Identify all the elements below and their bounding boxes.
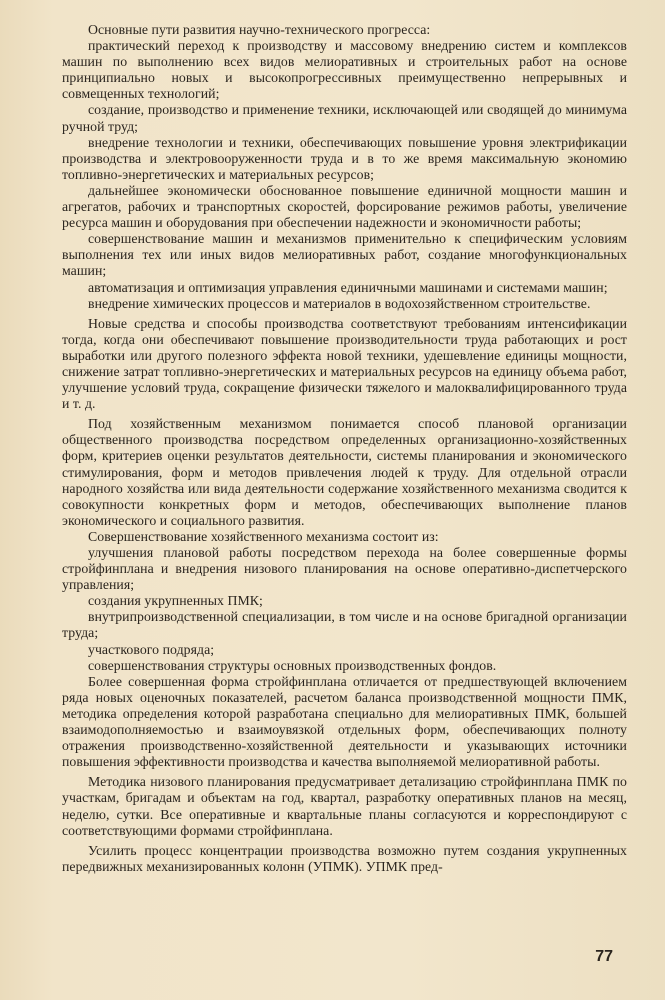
page-number: 77 — [595, 948, 613, 965]
paragraph: Новые средства и способы производства соответствуют требованиям интенсификации тогда, когда они обеспечивают повышение производительности труда работающих и рост выработки или другого полезного эффекта новой техники, удешевление единицы мощности, снижение затрат топливно-энергетических и материальных ресурсов на единицу объема работ, улучшение условий труда, сокращение физически тяжелого и малоквалифицированного труда и т. д. — [62, 315, 627, 412]
list-item: совершенствования структуры основных производственных фондов. — [88, 657, 497, 673]
list-item: создания укрупненных ПМК; — [88, 593, 263, 609]
list-item: участкового подряда; — [88, 641, 215, 657]
list-item: автоматизация и оптимизация управления единичными машинами и системами машин; — [88, 279, 608, 295]
list-item: внедрение химических процессов и материалов в водохозяйственном строительстве. — [88, 295, 591, 311]
page-text — [62, 22, 627, 875]
paragraph: Совершенствование хозяйственного механизма состоит из: — [88, 528, 439, 544]
paragraph: Усилить процесс концентрации производства возможно путем создания укрупненных передвижных механизированных колонн (УПМК). УПМК пред- — [62, 842, 627, 874]
list-item: совершенствование машин и механизмов применительно к специфическим условиям выполнения тех или иных видов мелиоративных работ, создание многофункциональных машин; — [62, 231, 627, 279]
paragraph: Под хозяйственным механизмом понимается способ плановой организации общественного производства посредством определенных организационно-хозяйственных форм, критериев оценки результатов деятельности, системы планирования и экономического стимулирования, форм и методов привлечения людей к труду. Для отдельной отрасли народного хозяйства или вида деятельности содержание хозяйственного механизма сводится к совокупности конкретных форм и методов, обеспечивающих выполнение планов экономического и социального развития. — [62, 416, 627, 528]
list-item: внутрипроизводственной специализации, в том числе и на основе бригадной организации труда; — [62, 609, 627, 641]
list-item: практический переход к производству и массовому внедрению систем и комплексов машин по выполнению всех видов мелиоративных и строительных работ на основе принципиально новых и высокопрогрессивных преимущественно непрерывных и совмещенных технологий; — [62, 38, 627, 102]
list-item: улучшения плановой работы посредством перехода на более совершенные формы стройфинплана и внедрения низового планирования на основе оперативно-диспетчерского управления; — [62, 545, 627, 593]
list-item: внедрение технологии и техники, обеспечивающих повышение уровня электрификации производства и электровооруженности труда и в то же время максимальную экономию топливно-энергетических и материальных ресурсов; — [62, 134, 627, 182]
list-item: дальнейшее экономически обоснованное повышение единичной мощности машин и агрегатов, рабочих и транспортных скоростей, форсирование режимов работы, увеличение ресурса машин и оборудования при обеспечении надежности и экономичности работы; — [62, 182, 627, 231]
paragraph: Более совершенная форма стройфинплана отличается от предшествующей включением ряда новых оценочных показателей, расчетом баланса производственной мощности ПМК, методика определения которой разработана специально для мелиоративных ПМК, большей взаимодополняемостью и взаимоувязкой отдельных форм, обеспечивающих полноту отражения производственно-хозяйственной деятельности и указывающих источники повышения эффективности производства и качества выполняемой мелиоративной работы. — [62, 673, 627, 770]
list-item: создание, производство и применение техники, исключающей или сводящей до минимума ручной труд; — [62, 102, 627, 134]
paragraph: Основные пути развития научно-технического прогресса: — [88, 22, 431, 37]
paragraph: Методика низового планирования предусматривает детализацию стройфинплана ПМК по участкам, бригадам и объектам на год, квартал, разработку оперативных планов на месяц, неделю, сутки. Все оперативные и квартальные планы согласуются и корреспондируют с соответствующими формами стройфинплана. — [62, 774, 627, 838]
